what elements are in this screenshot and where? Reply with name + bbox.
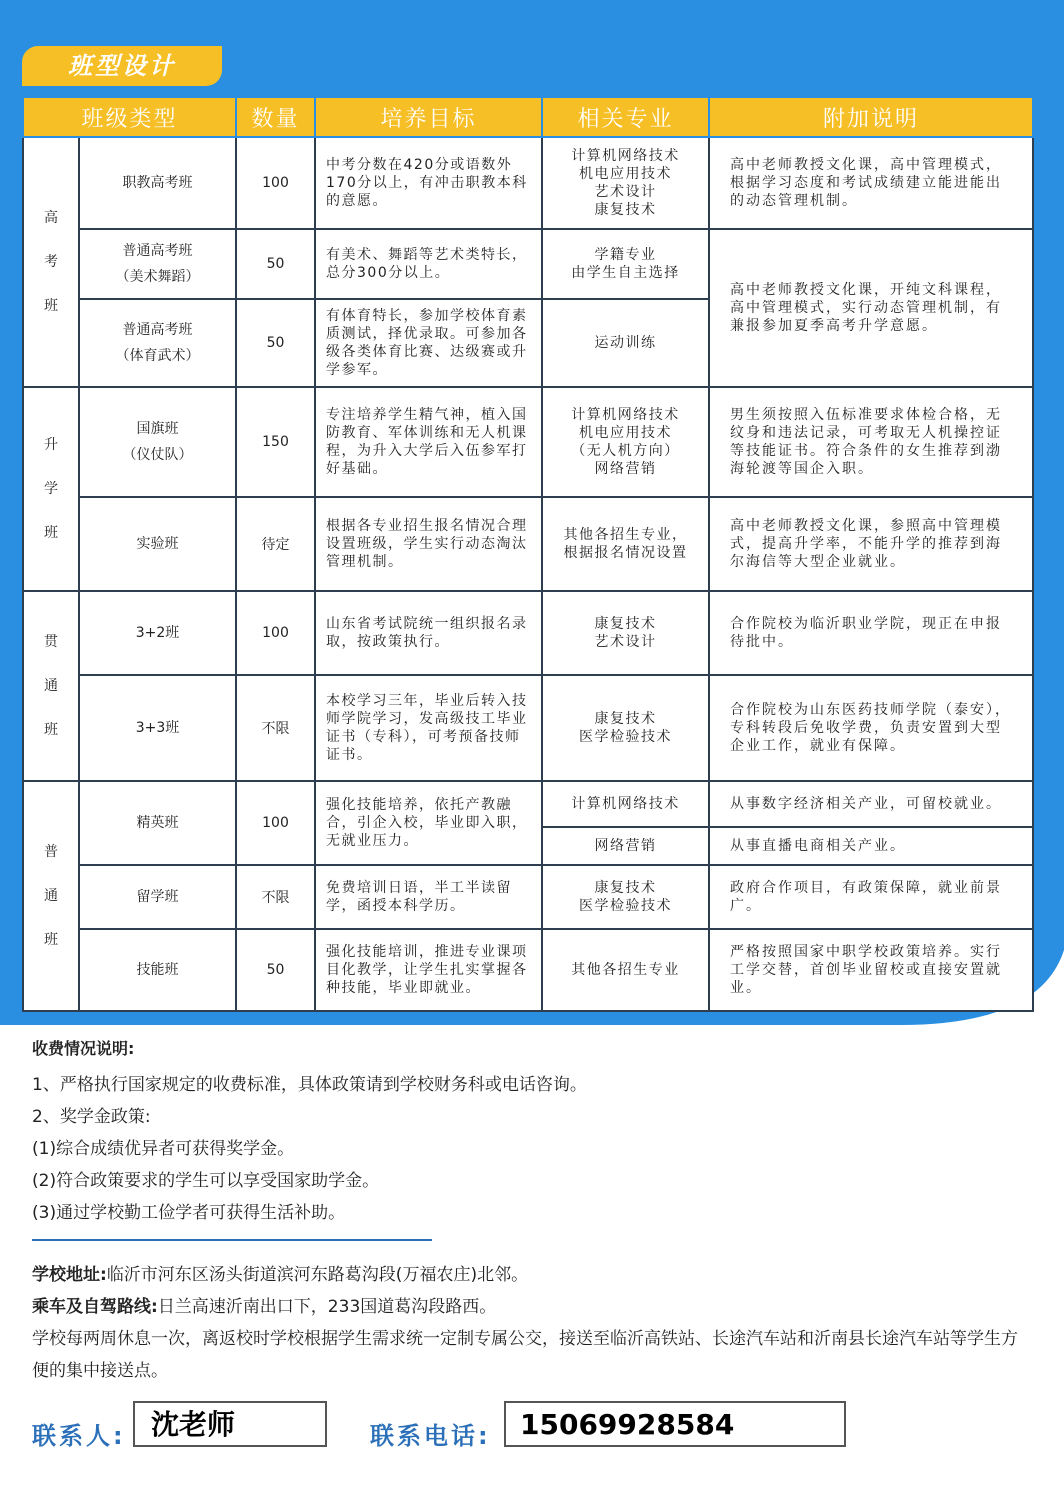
contact-phone[interactable]: 15069928584 xyxy=(504,1401,846,1447)
class-count: 50 xyxy=(236,229,315,299)
group-guantong: 贯 通 班 xyxy=(23,591,79,781)
class-goal: 强化技能培养，依托产教融合，引企入校，毕业即入职，无就业压力。 xyxy=(315,781,542,865)
class-major: 康复技术 医学检验技术 xyxy=(542,865,709,929)
fee-title: 收费情况说明: xyxy=(32,1039,135,1058)
route-value: 日兰高速沂南出口下，233国道葛沟段路西。 xyxy=(157,1297,497,1317)
group-gaokao: 高 考 班 xyxy=(23,137,79,387)
class-name: 普通高考班 （体育武术） xyxy=(79,299,236,387)
class-goal: 有体育特长，参加学校体育素质测试，择优录取。可参加各级各类体育比赛、达级赛或升学参军。 xyxy=(315,299,542,387)
class-major: 其他各招生专业， 根据报名情况设置 xyxy=(542,497,709,591)
header-class-type: 班级类型 xyxy=(23,97,236,137)
table-row xyxy=(23,675,1033,781)
fee-line: (3)通过学校勤工俭学者可获得生活补助。 xyxy=(32,1203,346,1223)
class-note: 政府合作项目，有政策保障，就业前景广。 xyxy=(709,865,1033,929)
header-goal: 培养目标 xyxy=(315,97,542,137)
info-section xyxy=(32,1036,1032,1387)
class-major: 康复技术 医学检验技术 xyxy=(542,675,709,781)
class-goal: 本校学习三年，毕业后转入技师学院学习，发高级技工毕业证书（专科），可考预备技师证书。 xyxy=(315,675,542,781)
class-major: 计算机网络技术 机电应用技术 （无人机方向） 网络营销 xyxy=(542,387,709,497)
class-name: 留学班 xyxy=(79,865,236,929)
class-goal: 有美术、舞蹈等艺术类特长，总分300分以上。 xyxy=(315,229,542,299)
table-row xyxy=(23,497,1033,591)
header-note: 附加说明 xyxy=(709,97,1033,137)
class-count: 50 xyxy=(236,929,315,1011)
class-name: 3+3班 xyxy=(79,675,236,781)
bus-note: 学校每两周休息一次，离返校时学校根据学生需求统一定制专属公交，接送至临沂高铁站、长途汽车站和沂南县长途汽车站等学生方便的集中接送点。 xyxy=(32,1329,1018,1381)
table-row xyxy=(23,929,1033,1011)
table-row xyxy=(23,137,1033,229)
class-goal: 根据各专业招生报名情况合理设置班级，学生实行动态淘汰管理机制。 xyxy=(315,497,542,591)
table-header-row xyxy=(23,97,1033,137)
class-count: 50 xyxy=(236,299,315,387)
class-major: 计算机网络技术 xyxy=(542,781,709,827)
header-major: 相关专业 xyxy=(542,97,709,137)
table-row xyxy=(23,591,1033,675)
group-shengxue: 升 学 班 xyxy=(23,387,79,591)
fee-line: 1、严格执行国家规定的收费标准，具体政策请到学校财务科或电话咨询。 xyxy=(32,1075,587,1095)
class-note: 男生须按照入伍标准要求体检合格，无纹身和违法记录，可考取无人机操控证等技能证书。符合条件的女生推荐到渤海轮渡等国企入职。 xyxy=(709,387,1033,497)
fee-line: 2、奖学金政策: xyxy=(32,1107,151,1127)
class-major: 学籍专业 由学生自主选择 xyxy=(542,229,709,299)
class-major: 康复技术 艺术设计 xyxy=(542,591,709,675)
header-count: 数量 xyxy=(236,97,315,137)
class-major: 网络营销 xyxy=(542,827,709,865)
class-note: 高中老师教授文化课，开纯文科课程，高中管理模式，实行动态管理机制，有兼报参加夏季高考升学意愿。 xyxy=(709,229,1033,387)
class-goal: 山东省考试院统一组织报名录取，按政策执行。 xyxy=(315,591,542,675)
class-goal: 免费培训日语，半工半读留学，函授本科学历。 xyxy=(315,865,542,929)
class-note: 严格按照国家中职学校政策培养。实行工学交替，首创毕业留校或直接安置就业。 xyxy=(709,929,1033,1011)
contact-person-label: 联系人: xyxy=(32,1422,126,1450)
class-count: 待定 xyxy=(236,497,315,591)
class-name: 技能班 xyxy=(79,929,236,1011)
class-major: 运动训练 xyxy=(542,299,709,387)
class-count: 不限 xyxy=(236,865,315,929)
class-count: 100 xyxy=(236,591,315,675)
class-note: 合作院校为临沂职业学院，现正在申报待批中。 xyxy=(709,591,1033,675)
class-design-table xyxy=(22,96,1034,1012)
fee-line: (1)综合成绩优异者可获得奖学金。 xyxy=(32,1139,295,1159)
divider xyxy=(32,1239,432,1241)
class-note: 从事数字经济相关产业，可留校就业。 xyxy=(709,781,1033,827)
table-row xyxy=(23,781,1033,827)
route-line xyxy=(32,1291,1032,1323)
section-title: 班型设计 xyxy=(22,46,222,86)
class-name: 精英班 xyxy=(79,781,236,865)
class-name: 实验班 xyxy=(79,497,236,591)
class-note: 高中老师教授文化课，高中管理模式，根据学习态度和考试成绩建立能进能出的动态管理机制。 xyxy=(709,137,1033,229)
class-major: 计算机网络技术 机电应用技术 艺术设计 康复技术 xyxy=(542,137,709,229)
address-label: 学校地址: xyxy=(32,1265,107,1285)
class-goal: 强化技能培训，推进专业课项目化教学，让学生扎实掌握各种技能，毕业即就业。 xyxy=(315,929,542,1011)
address-value: 临沂市河东区汤头街道滨河东路葛沟段(万福农庄)北邻。 xyxy=(106,1265,529,1285)
class-note: 合作院校为山东医药技师学院（泰安），专科转段后免收学费，负责安置到大型企业工作，就业有保障。 xyxy=(709,675,1033,781)
class-goal: 专注培养学生精气神，植入国防教育、军体训练和无人机课程，为升入大学后入伍参军打好基础。 xyxy=(315,387,542,497)
class-major: 其他各招生专业 xyxy=(542,929,709,1011)
class-name: 3+2班 xyxy=(79,591,236,675)
class-count: 100 xyxy=(236,137,315,229)
contact-person: 沈老师 xyxy=(133,1401,327,1447)
class-count: 不限 xyxy=(236,675,315,781)
table-row xyxy=(23,229,1033,299)
address-line xyxy=(32,1259,1032,1291)
table-row xyxy=(23,387,1033,497)
class-name: 职教高考班 xyxy=(79,137,236,229)
route-label: 乘车及自驾路线: xyxy=(32,1297,158,1317)
class-note: 高中老师教授文化课，参照高中管理模式，提高升学率，不能升学的推荐到海尔海信等大型企业就业。 xyxy=(709,497,1033,591)
class-note: 从事直播电商相关产业。 xyxy=(709,827,1033,865)
class-name: 普通高考班 （美术舞蹈） xyxy=(79,229,236,299)
class-goal: 中考分数在420分或语数外170分以上，有冲击职教本科的意愿。 xyxy=(315,137,542,229)
class-count: 150 xyxy=(236,387,315,497)
group-putong: 普 通 班 xyxy=(23,781,79,1011)
table-row xyxy=(23,865,1033,929)
contact-phone-label: 联系电话: xyxy=(370,1422,491,1450)
fee-line: (2)符合政策要求的学生可以享受国家助学金。 xyxy=(32,1171,380,1191)
class-count: 100 xyxy=(236,781,315,865)
class-name: 国旗班 （仪仗队） xyxy=(79,387,236,497)
